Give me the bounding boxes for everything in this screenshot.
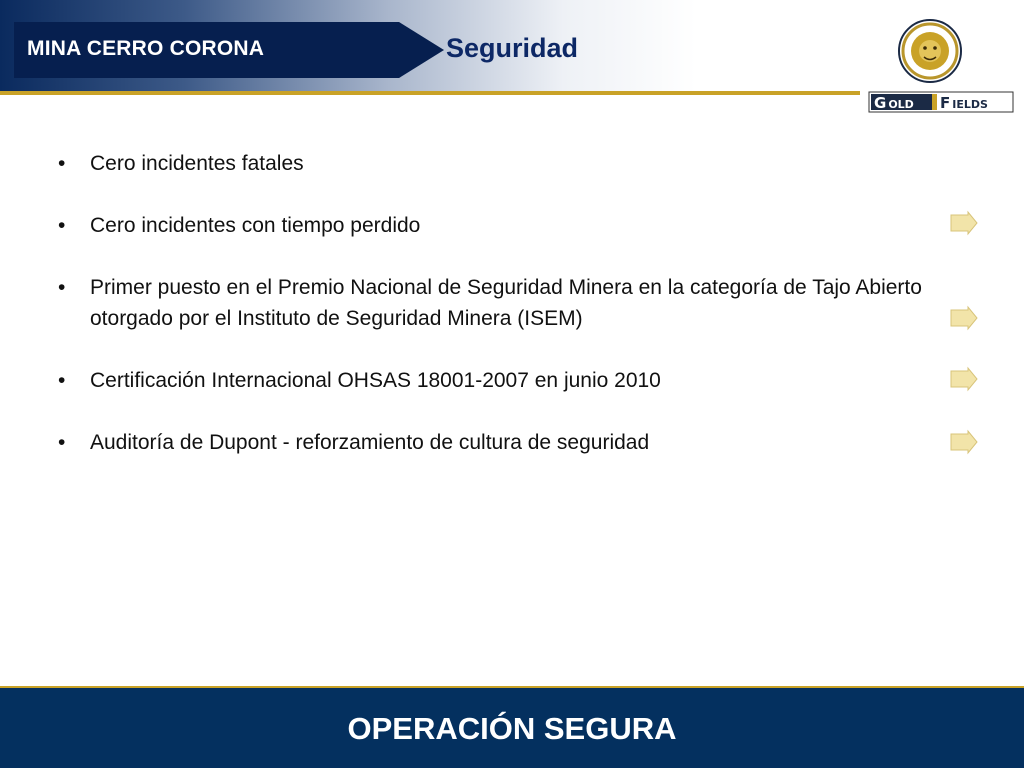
bullet-item <box>58 365 938 396</box>
bullet-text: Auditoría de Dupont - reforzamiento de cultura de seguridad <box>90 431 650 454</box>
bullet-text: Cero incidentes fatales <box>90 152 304 175</box>
bullet-text: Primer puesto en el Premio Nacional de Seguridad Minera en la categoría de Tajo Abierto otorgado por el Instituto de Seguridad Minera (ISEM) <box>90 276 922 330</box>
company-name: MINA CERRO CORONA <box>27 37 265 60</box>
gold-fields-logo <box>866 18 1016 116</box>
arrow-right-icon <box>950 364 978 394</box>
bullet-item <box>58 210 938 241</box>
footer-band <box>0 686 1024 768</box>
footer-text: OPERACIÓN SEGURA <box>347 711 677 746</box>
bullet-symbol: • <box>58 431 66 454</box>
bullet-text: Cero incidentes con tiempo perdido <box>90 214 421 237</box>
bullet-symbol: • <box>58 152 66 175</box>
bullet-item <box>58 427 938 458</box>
slide-title: Seguridad <box>446 33 579 63</box>
svg-text:GOLD: G OLD <box>874 94 914 112</box>
bullet-symbol: • <box>58 276 66 299</box>
header-divider <box>0 91 860 95</box>
bullet-symbol: • <box>58 214 66 237</box>
arrow-right-icon <box>950 208 978 238</box>
bullet-item <box>58 272 938 334</box>
arrow-right-icon <box>950 427 978 457</box>
bullet-text: Certificación Internacional OHSAS 18001-2007 en junio 2010 <box>90 369 661 392</box>
bullet-list <box>58 148 938 489</box>
svg-text:FIELDS: F IELDS <box>940 94 988 112</box>
bullet-item <box>58 148 938 179</box>
lion-emblem-icon <box>899 20 961 82</box>
bullet-symbol: • <box>58 369 66 392</box>
arrow-right-icon <box>950 303 978 333</box>
